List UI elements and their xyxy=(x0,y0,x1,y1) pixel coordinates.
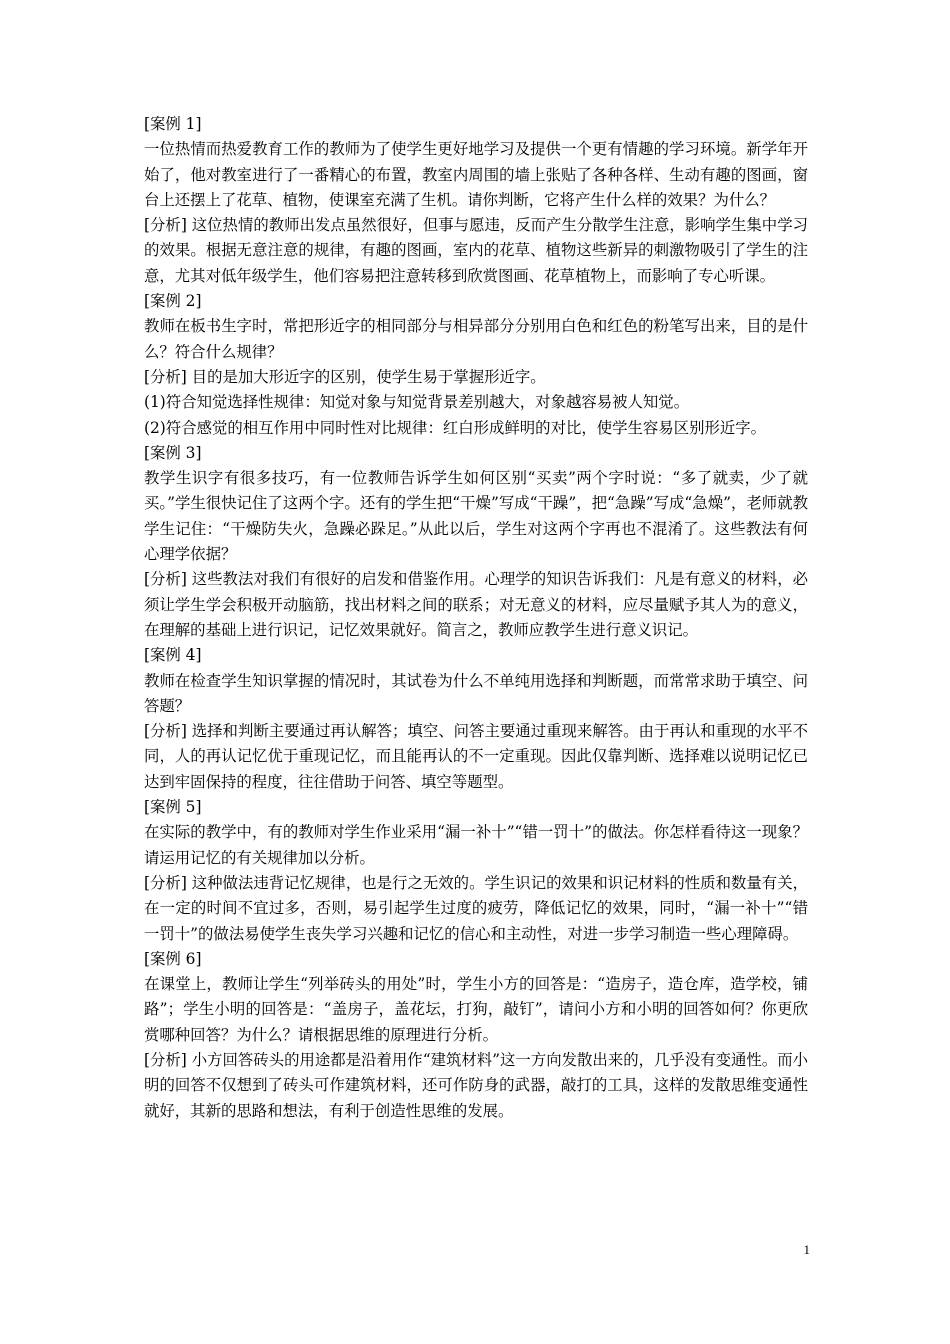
case-3-analysis: [分析] 这些教法对我们有很好的启发和借鉴作用。心理学的知识告诉我们：凡是有意义的材料，必须让学生学会积极开动脑筋，找出材料之间的联系；对无意义的材料，应尽量赋予其人为的意义，在理解的基础上进行识记，记忆效果就好。简言之，教师应教学生进行意义识记。 xyxy=(144,570,808,639)
case-4-question: 教师在检查学生知识掌握的情况时，其试卷为什么不单纯用选择和判断题，而常常求助于填空、问答题？ xyxy=(144,671,808,715)
page-number: 1 xyxy=(803,1242,810,1257)
document-body xyxy=(144,112,808,1124)
case-2-analysis-point-2: (2)符合感觉的相互作用中同时性对比规律：红白形成鲜明的对比，使学生容易区别形近字。 xyxy=(144,418,767,437)
case-3-question: 教学生识字有很多技巧，有一位教师告诉学生如何区别“买卖”两个字时说：“多了就卖，少了就买。”学生很快记住了这两个字。还有的学生把“干燥”写成“干躁”，把“急躁”写成“急燥”，老师就教学生记住：“干燥防失火，急躁必跺足。”从此以后，学生对这两个字再也不混淆了。这些教法有何心理学依据？ xyxy=(144,469,808,564)
case-6-question: 在课堂上，教师让学生“列举砖头的用处”时，学生小方的回答是：“造房子，造仓库，造学校，铺路”；学生小明的回答是：“盖房子，盖花坛，打狗，敲钉”，请问小方和小明的回答如何？你更欣赏哪种回答？为什么？请根据思维的原理进行分析。 xyxy=(144,975,808,1044)
case-5-heading: [案例 5] xyxy=(144,798,202,817)
case-4-heading: [案例 4] xyxy=(144,646,202,665)
case-2-analysis-point-1: (1)符合知觉选择性规律：知觉对象与知觉背景差别越大，对象越容易被人知觉。 xyxy=(144,393,690,412)
case-2-heading: [案例 2] xyxy=(144,292,202,311)
case-3-heading: [案例 3] xyxy=(144,443,202,462)
case-6-heading: [案例 6] xyxy=(144,949,202,968)
case-6-analysis: [分析] 小方回答砖头的用途都是沿着用作“建筑材料”这一方向发散出来的，几乎没有变通性。而小明的回答不仅想到了砖头可作建筑材料，还可作防身的武器，敲打的工具，这样的发散思维变通性就好，其新的思路和想法，有利于创造性思维的发展。 xyxy=(144,1050,808,1120)
case-1-heading: [案例 1] xyxy=(144,115,202,133)
case-1-analysis: [分析] 这位热情的教师出发点虽然很好，但事与愿违，反而产生分散学生注意，影响学生集中学习的效果。根据无意注意的规律，有趣的图画，室内的花草、植物这些新异的刺激物吸引了学生的注意，尤其对低年级学生，他们容易把注意转移到欣赏图画、花草植物上，而影响了专心听课。 xyxy=(144,216,808,285)
case-5-question: 在实际的教学中，有的教师对学生作业采用“漏一补十”“错一罚十”的做法。你怎样看待这一现象？请运用记忆的有关规律加以分析。 xyxy=(144,823,808,867)
case-1-question: 一位热情而热爱教育工作的教师为了使学生更好地学习及提供一个更有情趣的学习环境。新学年开始了，他对教室进行了一番精心的布置，教室内周围的墙上张贴了各种各样、生动有趣的图画，窗台上还摆上了花草、植物，使课室充满了生机。请你判断，它将产生什么样的效果？为什么？ xyxy=(144,140,808,209)
case-2-question: 教师在板书生字时，常把形近字的相同部分与相异部分分别用白色和红色的粉笔写出来，目的是什么？符合什么规律？ xyxy=(144,317,808,361)
case-2-analysis: [分析] 目的是加大形近字的区别，使学生易于掌握形近字。 xyxy=(144,367,546,386)
case-5-analysis: [分析] 这种做法违背记忆规律，也是行之无效的。学生识记的效果和识记材料的性质和数量有关，在一定的时间不宜过多，否则，易引起学生过度的疲劳，降低记忆的效果，同时，“漏一补十”“错一罚十”的做法易使学生丧失学习兴趣和记忆的信心和主动性，对进一步学习制造一些心理障碍。 xyxy=(144,873,808,943)
case-4-analysis: [分析] 选择和判断主要通过再认解答；填空、问答主要通过重现来解答。由于再认和重现的水平不同，人的再认记忆优于重现记忆，而且能再认的不一定重现。因此仅靠判断、选择难以说明记忆已达到牢固保持的程度，往往借助于问答、填空等题型。 xyxy=(144,722,808,791)
